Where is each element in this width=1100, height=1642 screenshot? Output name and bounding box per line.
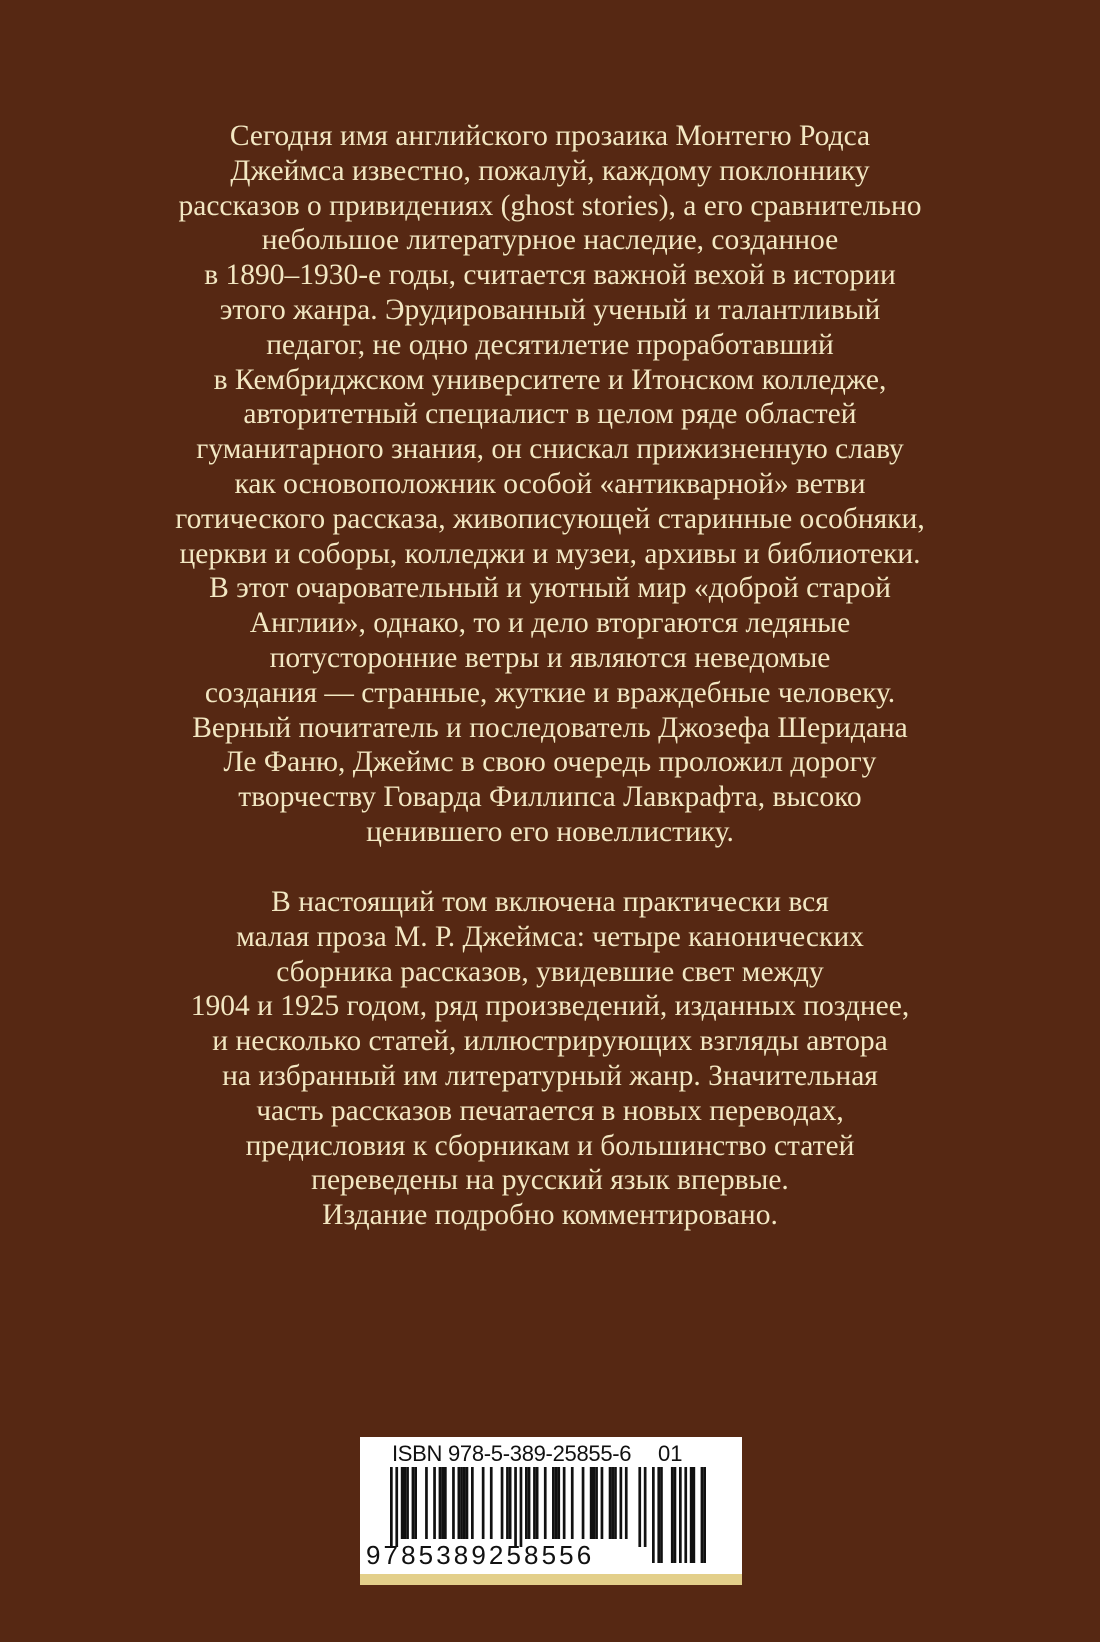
text-line: и несколько статей, иллюстрирующих взгляды автора (212, 1025, 888, 1058)
barcode-addon-bar (671, 1467, 674, 1563)
barcode-bar (460, 1467, 463, 1539)
barcode-bar (563, 1467, 566, 1539)
barcode-bar (390, 1467, 393, 1547)
barcode-bar (490, 1467, 493, 1539)
barcode-addon-label: 01 (658, 1441, 683, 1466)
barcode-addon-bar (679, 1467, 682, 1563)
text-line: В этот очаровательный и уютный мир «доброй старой (209, 572, 891, 605)
barcode-bar (506, 1467, 509, 1539)
barcode-addon-bar (652, 1467, 655, 1563)
barcode-bar (520, 1467, 523, 1547)
barcode-bar (582, 1467, 585, 1539)
barcode-bar (463, 1467, 466, 1539)
isbn-barcode (360, 1437, 742, 1585)
barcode-addon-bar (660, 1467, 663, 1563)
barcode-bar (625, 1467, 628, 1539)
barcode-bar (544, 1467, 547, 1539)
text-line: церкви и соборы, колледжи и музеи, архивы и библиотеки. (179, 537, 921, 570)
text-line: Издание подробно комментировано. (322, 1199, 778, 1232)
text-line: малая проза М. Р. Джеймса: четыре канонических (236, 920, 864, 953)
barcode-bar (441, 1467, 444, 1539)
text-line: в Кембриджском университете и Итонском колледже, (213, 363, 887, 396)
barcode-bar (425, 1467, 428, 1539)
barcode-addon-bar (703, 1467, 706, 1563)
text-line: Верный почитатель и последователь Джозефа Шеридана (192, 711, 908, 744)
barcode-addon-bar (693, 1467, 696, 1563)
barcode-addon-bar (657, 1467, 660, 1563)
barcode-bar (536, 1467, 539, 1539)
barcode-bar (439, 1467, 442, 1539)
text-line: 1904 и 1925 годом, ряд произведений, изданных позднее, (190, 990, 910, 1023)
text-line: предисловия к сборникам и большинство статей (245, 1129, 855, 1162)
text-line: небольшое литературное наследие, созданное (261, 224, 839, 257)
text-line: в 1890–1930-е годы, считается важной вехой в истории (204, 259, 896, 292)
barcode-bar (514, 1467, 517, 1547)
ean-digits: 9785389258556 (366, 1540, 595, 1570)
text-line: Ле Фаню, Джеймс в свою очередь проложил дорогу (223, 746, 877, 779)
barcode-bar (601, 1467, 604, 1539)
barcode-bar (593, 1467, 596, 1539)
barcode-addon-bar (674, 1467, 677, 1563)
text-line: авторитетный специалист в целом ряде областей (243, 398, 857, 431)
text-line: ценившего его новеллистику. (366, 815, 734, 848)
barcode-bar (401, 1467, 404, 1539)
barcode-bar (552, 1467, 555, 1539)
text-line: рассказов о привидениях (ghost stories), а его сравнительно (178, 189, 922, 222)
barcode-bar (444, 1467, 447, 1539)
text-line: сборника рассказов, увидевшие свет между (276, 955, 824, 988)
barcode-bar (414, 1467, 417, 1539)
barcode-bar (433, 1467, 436, 1539)
barcode-bar (595, 1467, 598, 1539)
barcode-bar (466, 1467, 469, 1539)
barcode-bar (404, 1467, 407, 1539)
text-line: создания — странные, жуткие и враждебные человеку. (204, 676, 896, 709)
barcode-bar (509, 1467, 512, 1539)
barcode-addon-bar (684, 1467, 687, 1563)
barcode-bar (609, 1467, 612, 1539)
text-line: на избранный им литературный жанр. Значительная (222, 1059, 878, 1092)
barcode-bar (458, 1467, 461, 1539)
text-line: Сегодня имя английского прозаика Монтегю Родса (229, 120, 871, 152)
text-line: Англии», однако, то и дело вторгаются ледяные (249, 607, 851, 640)
text-line: творчеству Говарда Филлипса Лавкрафта, высоко (238, 781, 862, 814)
text-line: как основоположник особой «антикварной» ветви (234, 467, 866, 500)
barcode-bar (614, 1467, 617, 1539)
isbn-label: ISBN 978-5-389-25855-6 (392, 1441, 632, 1466)
barcode-addon-bar (690, 1467, 693, 1563)
barcode-bar (590, 1467, 593, 1539)
text-line: этого жанра. Эрудированный ученый и талантливый (219, 293, 881, 326)
barcode-bar (620, 1467, 623, 1539)
description-paragraph-2 (100, 885, 1000, 1233)
barcode-strip (360, 1574, 742, 1585)
barcode-addon-bar (701, 1467, 704, 1563)
barcode-bar (412, 1467, 415, 1539)
barcode-bar (406, 1467, 409, 1539)
barcode-bar (452, 1467, 455, 1539)
text-line: В настоящий том включена практически вся (271, 886, 829, 918)
barcode-bar (471, 1467, 474, 1539)
barcode-bar (555, 1467, 558, 1539)
barcode-bar (571, 1467, 574, 1539)
barcode-bar (638, 1467, 641, 1547)
barcode-bar (557, 1467, 560, 1539)
barcode-bar (528, 1467, 531, 1539)
text-line: переведены на русский язык впервые. (311, 1164, 789, 1197)
barcode-bar (644, 1467, 647, 1547)
text-line: часть рассказов печатается в новых переводах, (256, 1094, 844, 1127)
barcode-bar (533, 1467, 536, 1539)
barcode-bar (395, 1467, 398, 1547)
barcode-bar (501, 1467, 504, 1539)
text-line: педагог, не одно десятилетие проработавший (266, 328, 834, 361)
text-line: готического рассказа, живописующей старинные особняки, (175, 502, 925, 535)
text-line: Джеймса известно, пожалуй, каждому поклоннику (230, 154, 870, 187)
barcode-bar (611, 1467, 614, 1539)
description-paragraph-1 (100, 119, 1000, 850)
barcode-bar (525, 1467, 528, 1539)
barcode-bar (482, 1467, 485, 1539)
text-line: потусторонние ветры и являются неведомые (269, 641, 831, 674)
text-line: гуманитарного знания, он снискал прижизненную славу (196, 433, 904, 466)
